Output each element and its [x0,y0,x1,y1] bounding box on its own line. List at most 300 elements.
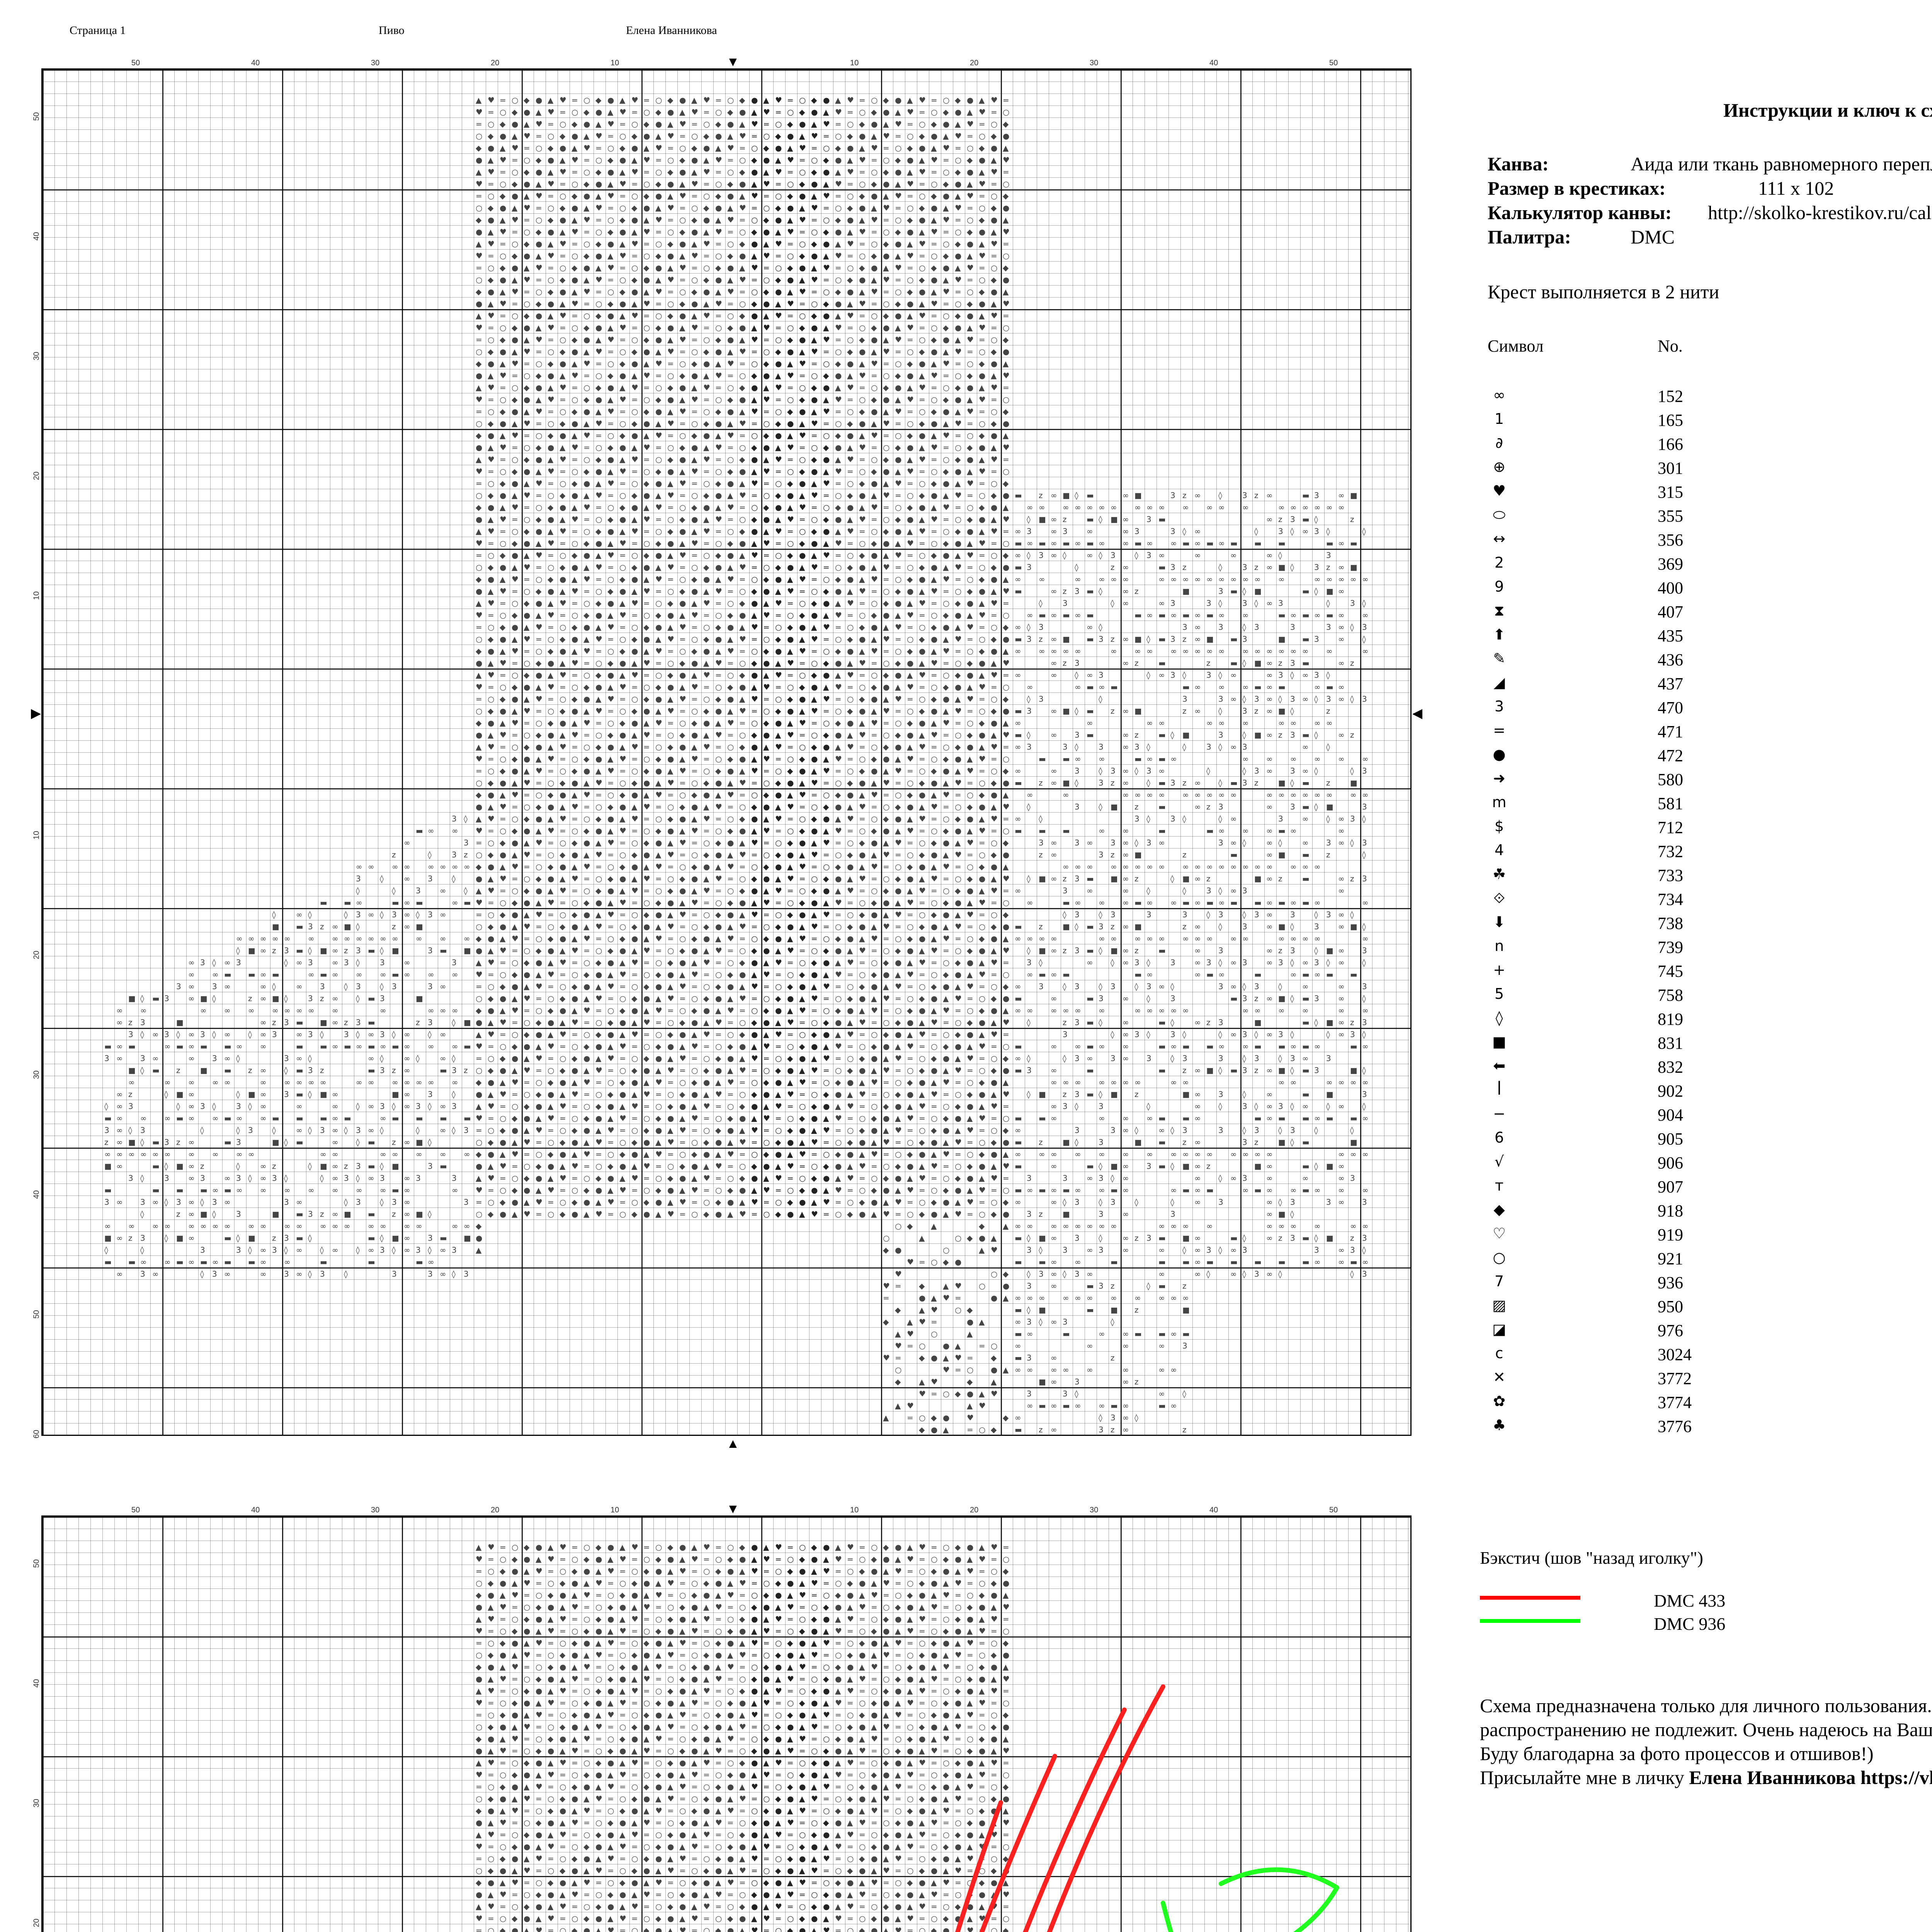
svg-text:▲: ▲ [787,143,793,153]
svg-text:♥: ♥ [631,670,638,680]
svg-text:○: ○ [895,503,901,512]
svg-text:●: ● [775,934,782,943]
svg-text:∞: ∞ [212,970,219,979]
svg-text:◊: ◊ [1314,730,1318,740]
svg-text:◆: ◆ [847,922,853,931]
svg-text:▲: ▲ [967,754,973,764]
svg-text:=: = [643,814,650,823]
svg-text:♥: ♥ [775,167,782,177]
svg-text:◊: ◊ [1063,910,1066,919]
svg-text:▲: ▲ [979,311,985,320]
svg-text:3: 3 [1254,766,1259,776]
svg-text:▲: ▲ [703,227,709,236]
svg-text:○: ○ [835,347,842,356]
svg-text:▬: ▬ [392,1042,399,1051]
svg-text:=: = [895,203,901,213]
svg-text:◊: ◊ [1254,527,1258,536]
svg-text:◊: ◊ [284,958,288,967]
svg-text:◊: ◊ [380,874,384,883]
svg-text:◆: ◆ [751,802,757,811]
svg-text:▲: ▲ [823,1042,829,1051]
svg-text:■: ■ [1254,1018,1262,1027]
svg-text:◆: ◆ [488,203,494,213]
svg-text:▲: ▲ [883,407,889,416]
svg-text:○: ○ [488,263,494,272]
svg-text:▲: ▲ [548,958,554,967]
svg-text:▲: ▲ [655,203,662,213]
svg-text:3: 3 [1290,694,1295,704]
svg-text:○: ○ [919,191,925,201]
svg-text:=: = [835,479,842,488]
svg-text:●: ● [847,575,854,584]
svg-text:♥: ♥ [691,754,698,764]
svg-text:∞: ∞ [1075,1006,1081,1015]
svg-text:♥: ♥ [619,898,626,907]
axis-label-top: 40 [1209,59,1218,68]
svg-text:○: ○ [991,191,997,201]
svg-text:▲: ▲ [823,754,829,764]
svg-text:▬: ▬ [1278,826,1286,835]
svg-text:=: = [907,910,913,919]
svg-text:○: ○ [595,155,602,165]
svg-text:▲: ▲ [691,95,697,105]
svg-text:○: ○ [811,874,818,883]
page-number: Страница 1 [70,24,126,37]
svg-text:◊: ◊ [1290,994,1294,1003]
svg-text:▲: ▲ [883,551,889,560]
svg-text:●: ● [643,850,650,859]
legend-symbol: c [1488,1345,1511,1362]
svg-text:▲: ▲ [859,215,865,224]
svg-text:●: ● [799,838,806,847]
svg-text:3: 3 [128,1030,133,1039]
svg-text:∞: ∞ [1170,898,1177,907]
svg-text:◆: ◆ [727,682,733,692]
svg-text:○: ○ [500,107,506,117]
svg-text:○: ○ [631,622,638,632]
svg-text:◆: ◆ [571,838,578,847]
svg-text:♥: ♥ [835,251,842,260]
svg-text:○: ○ [512,455,518,464]
svg-text:○: ○ [991,479,997,488]
svg-text:=: = [871,227,878,236]
svg-text:=: = [691,263,698,272]
svg-text:○: ○ [751,718,758,728]
svg-text:▲: ▲ [979,455,985,464]
svg-text:∞: ∞ [1194,575,1201,584]
svg-text:=: = [476,263,482,272]
svg-text:○: ○ [667,371,674,380]
svg-text:▲: ▲ [571,503,578,512]
svg-text:∞: ∞ [284,1006,291,1015]
svg-text:▲: ▲ [763,742,769,752]
svg-text:●: ● [763,443,770,452]
svg-text:=: = [739,1006,746,1015]
svg-text:♥: ♥ [895,191,902,201]
svg-text:♥: ♥ [811,634,818,644]
svg-text:♥: ♥ [967,479,974,488]
svg-text:●: ● [571,634,578,644]
svg-text:∞: ∞ [1182,862,1189,871]
svg-text:◆: ◆ [548,431,554,440]
svg-text:=: = [595,287,602,296]
svg-text:◆: ◆ [476,575,482,584]
svg-text:○: ○ [655,599,662,608]
svg-text:z: z [1254,491,1259,500]
svg-text:◆: ◆ [931,694,937,704]
svg-text:∞: ∞ [1122,1042,1129,1051]
svg-text:○: ○ [524,155,530,165]
svg-text:▲: ▲ [524,191,530,201]
svg-text:●: ● [979,515,985,524]
svg-text:=: = [823,563,830,572]
svg-text:z: z [1039,850,1043,859]
svg-text:○: ○ [799,1030,806,1039]
svg-text:◆: ◆ [595,239,602,248]
svg-text:◊: ◊ [212,958,216,967]
svg-text:∞: ∞ [116,1054,123,1063]
svg-text:=: = [655,874,662,883]
svg-text:∞: ∞ [1158,982,1165,991]
svg-text:●: ● [943,263,949,272]
svg-text:○: ○ [500,970,506,979]
svg-text:♥: ♥ [679,910,686,919]
svg-text:○: ○ [512,1030,518,1039]
svg-text:●: ● [763,371,770,380]
svg-text:▲: ▲ [667,982,673,991]
svg-text:○: ○ [548,706,554,716]
svg-text:♥: ♥ [691,611,698,620]
svg-text:▲: ▲ [667,335,673,344]
svg-text:◆: ◆ [847,850,853,859]
svg-text:=: = [799,227,806,236]
svg-text:∞: ∞ [1290,970,1297,979]
svg-text:∞: ∞ [1302,766,1309,776]
svg-text:◆: ◆ [739,383,745,392]
svg-text:3: 3 [1170,814,1175,823]
svg-text:=: = [643,383,650,392]
svg-text:▲: ▲ [488,730,494,740]
svg-text:◆: ◆ [691,503,697,512]
svg-text:●: ● [799,191,806,201]
svg-text:=: = [631,323,638,332]
svg-text:=: = [595,718,602,728]
svg-text:●: ● [512,191,518,201]
svg-text:▲: ▲ [727,994,733,1003]
svg-text:=: = [847,898,854,907]
svg-text:z: z [1206,874,1211,883]
svg-text:=: = [643,239,650,248]
svg-text:○: ○ [619,131,626,141]
svg-text:●: ● [847,287,854,296]
svg-text:●: ● [979,371,985,380]
svg-text:▲: ▲ [500,215,506,224]
svg-text:3: 3 [1218,946,1223,955]
svg-text:○: ○ [583,455,590,464]
svg-text:▲: ▲ [536,323,542,332]
svg-text:◊: ◊ [1206,766,1210,776]
svg-text:▬: ▬ [1302,730,1310,740]
axis-label-top: 10 [611,59,619,68]
svg-text:=: = [715,455,722,464]
svg-text:=: = [943,443,949,452]
svg-text:○: ○ [883,874,889,883]
svg-text:▲: ▲ [967,826,973,835]
svg-text:◊: ◊ [140,1030,144,1039]
svg-text:▲: ▲ [847,946,853,955]
svg-text:◆: ◆ [763,215,769,224]
author-contact[interactable]: Елена Иванникова https://v [1689,1767,1932,1788]
svg-text:■: ■ [416,994,423,1003]
svg-text:▲: ▲ [583,994,590,1003]
svg-text:◆: ◆ [655,539,662,548]
svg-text:●: ● [883,682,889,692]
svg-text:3: 3 [1362,838,1367,847]
svg-text:=: = [655,946,662,955]
svg-text:○: ○ [512,311,518,320]
svg-text:▲: ▲ [679,251,685,260]
svg-text:●: ● [631,934,638,943]
svg-text:z: z [1134,946,1139,955]
svg-text:●: ● [739,826,746,835]
svg-text:♥: ♥ [715,658,722,668]
svg-text:▲: ▲ [931,718,937,728]
svg-text:∞: ∞ [1230,886,1237,895]
svg-text:◆: ◆ [871,682,877,692]
svg-text:○: ○ [571,467,578,476]
svg-text:■: ■ [248,946,255,955]
svg-text:◆: ◆ [871,898,877,907]
svg-text:●: ● [655,479,662,488]
svg-text:◆: ◆ [1003,479,1009,488]
svg-text:=: = [835,119,842,129]
svg-text:○: ○ [476,491,482,500]
svg-text:●: ● [679,886,686,895]
svg-text:●: ● [931,275,937,284]
svg-text:◆: ◆ [799,179,805,189]
svg-text:▲: ▲ [955,119,961,129]
svg-text:◊: ◊ [1170,1018,1174,1027]
svg-text:♥: ♥ [991,599,998,608]
svg-text:♥: ♥ [967,694,974,704]
svg-text:●: ● [595,107,602,117]
svg-text:▲: ▲ [811,766,817,776]
svg-text:◊: ◊ [464,814,468,823]
svg-text:●: ● [727,335,734,344]
svg-text:=: = [871,515,878,524]
svg-text:○: ○ [679,215,686,224]
svg-text:◆: ◆ [1003,263,1009,272]
svg-text:○: ○ [643,1042,650,1051]
svg-text:●: ● [967,599,973,608]
svg-text:=: = [643,599,650,608]
svg-text:◆: ◆ [548,215,554,224]
svg-text:∞: ∞ [1051,994,1057,1003]
svg-text:=: = [655,658,662,668]
legend-symbol: 9 [1488,578,1511,595]
svg-text:●: ● [571,491,578,500]
svg-text:∞: ∞ [1254,1006,1261,1015]
svg-text:♥: ♥ [727,503,734,512]
svg-text:=: = [727,371,734,380]
svg-text:◆: ◆ [979,575,985,584]
svg-text:▲: ▲ [871,203,877,213]
svg-text:♥: ♥ [919,167,926,177]
svg-text:∞: ∞ [1134,1006,1141,1015]
svg-text:3: 3 [1362,622,1367,632]
svg-text:○: ○ [524,730,530,740]
svg-text:◆: ◆ [919,922,925,931]
svg-text:♥: ♥ [715,227,722,236]
svg-text:∞: ∞ [1111,575,1117,584]
svg-text:∞: ∞ [356,1042,362,1051]
svg-text:▬: ▬ [1302,874,1310,883]
svg-text:◊: ◊ [356,922,360,931]
svg-text:3: 3 [104,1054,109,1063]
svg-text:▲: ▲ [943,634,949,644]
svg-text:●: ● [775,575,782,584]
svg-text:♥: ♥ [931,227,938,236]
svg-text:●: ● [727,766,734,776]
svg-text:=: = [775,539,782,548]
svg-text:◆: ◆ [655,323,662,332]
svg-text:▲: ▲ [583,563,590,572]
svg-text:∞: ∞ [1230,814,1237,823]
svg-text:▲: ▲ [583,347,590,356]
svg-text:♥: ♥ [823,407,830,416]
svg-text:◆: ◆ [655,251,662,260]
svg-text:▲: ▲ [512,850,518,859]
svg-text:3: 3 [1075,730,1080,740]
svg-text:▲: ▲ [895,898,901,907]
svg-text:∞: ∞ [332,946,338,955]
svg-text:●: ● [560,646,566,656]
svg-text:=: = [835,694,842,704]
svg-text:=: = [536,563,542,572]
palette-value: DMC [1631,226,1675,248]
svg-text:■: ■ [1254,730,1262,740]
svg-text:▲: ▲ [991,730,997,740]
svg-text:♥: ♥ [476,539,483,548]
svg-text:○: ○ [955,874,961,883]
svg-text:=: = [643,1030,650,1039]
svg-text:○: ○ [571,898,578,907]
svg-text:◆: ◆ [571,694,578,704]
svg-text:∞: ∞ [1122,994,1129,1003]
svg-text:∞: ∞ [332,1042,338,1051]
svg-text:●: ● [488,503,494,512]
svg-text:♥: ♥ [931,730,938,740]
svg-text:○: ○ [823,431,830,440]
calc-link[interactable]: http://skolko-krestikov.ru/cal [1708,201,1932,224]
svg-text:●: ● [799,119,806,129]
svg-text:◆: ◆ [715,191,721,201]
legend-symbol: $ [1488,818,1511,835]
svg-text:◆: ◆ [643,766,650,776]
svg-text:◊: ◊ [1134,551,1138,560]
svg-text:▲: ▲ [715,287,721,296]
svg-text:3: 3 [1027,634,1032,644]
svg-text:3: 3 [1314,958,1319,967]
svg-text:▬: ▬ [224,970,231,979]
svg-text:∞: ∞ [1194,634,1201,644]
svg-text:▬: ▬ [1039,754,1046,764]
svg-text:∞: ∞ [1302,790,1309,799]
svg-text:♥: ♥ [631,239,638,248]
svg-text:●: ● [667,970,674,979]
svg-text:●: ● [524,682,530,692]
svg-text:♥: ♥ [571,227,578,236]
svg-text:=: = [667,718,674,728]
svg-text:♥: ♥ [895,407,902,416]
svg-text:▲: ▲ [847,874,853,883]
svg-text:∞: ∞ [1122,658,1129,668]
svg-text:=: = [500,742,506,752]
svg-text:▲: ▲ [571,431,578,440]
svg-text:▲: ▲ [512,203,518,213]
svg-text:♥: ♥ [775,311,782,320]
svg-text:●: ● [787,275,794,284]
svg-text:◆: ◆ [943,395,949,404]
svg-text:●: ● [548,299,554,308]
svg-text:▲: ▲ [667,191,673,201]
svg-text:○: ○ [571,251,578,260]
svg-text:♥: ♥ [919,239,926,248]
legend-symbol: 4 [1488,842,1511,859]
svg-text:○: ○ [631,263,638,272]
svg-text:♥: ♥ [931,515,938,524]
svg-text:◆: ◆ [895,227,901,236]
svg-text:♥: ♥ [715,515,722,524]
svg-text:♥: ♥ [859,658,866,668]
svg-text:○: ○ [524,587,530,596]
svg-text:♥: ♥ [955,706,962,716]
svg-text:=: = [895,634,901,644]
svg-text:♥: ♥ [595,347,602,356]
svg-text:▲: ▲ [476,239,482,248]
svg-text:3: 3 [1218,982,1223,991]
svg-text:▲: ▲ [560,371,566,380]
svg-text:♥: ♥ [883,419,890,428]
svg-text:3: 3 [1063,1030,1068,1039]
svg-text:▲: ▲ [524,766,530,776]
svg-text:∞: ∞ [1242,718,1249,728]
svg-text:○: ○ [799,886,806,895]
svg-text:▲: ▲ [571,646,578,656]
svg-text:▲: ▲ [476,958,482,967]
svg-text:♥: ♥ [512,718,519,728]
svg-text:○: ○ [979,491,985,500]
svg-text:z: z [1278,515,1282,524]
svg-text:▬: ▬ [1254,539,1262,548]
svg-text:z: z [1254,778,1259,787]
svg-text:◊: ◊ [1146,778,1150,787]
svg-text:=: = [583,1018,590,1027]
svg-text:♥: ♥ [715,587,722,596]
svg-text:∞: ∞ [1266,563,1273,572]
svg-text:◆: ◆ [739,239,745,248]
legend-number: 436 [1658,650,1683,670]
svg-text:♥: ♥ [835,611,842,620]
svg-text:○: ○ [799,742,806,752]
svg-text:◆: ◆ [691,790,697,799]
svg-text:♥: ♥ [595,563,602,572]
svg-text:○: ○ [907,275,913,284]
svg-text:♥: ♥ [488,311,495,320]
svg-text:◆: ◆ [799,395,805,404]
svg-text:◆: ◆ [751,155,757,165]
svg-text:3: 3 [452,850,457,859]
